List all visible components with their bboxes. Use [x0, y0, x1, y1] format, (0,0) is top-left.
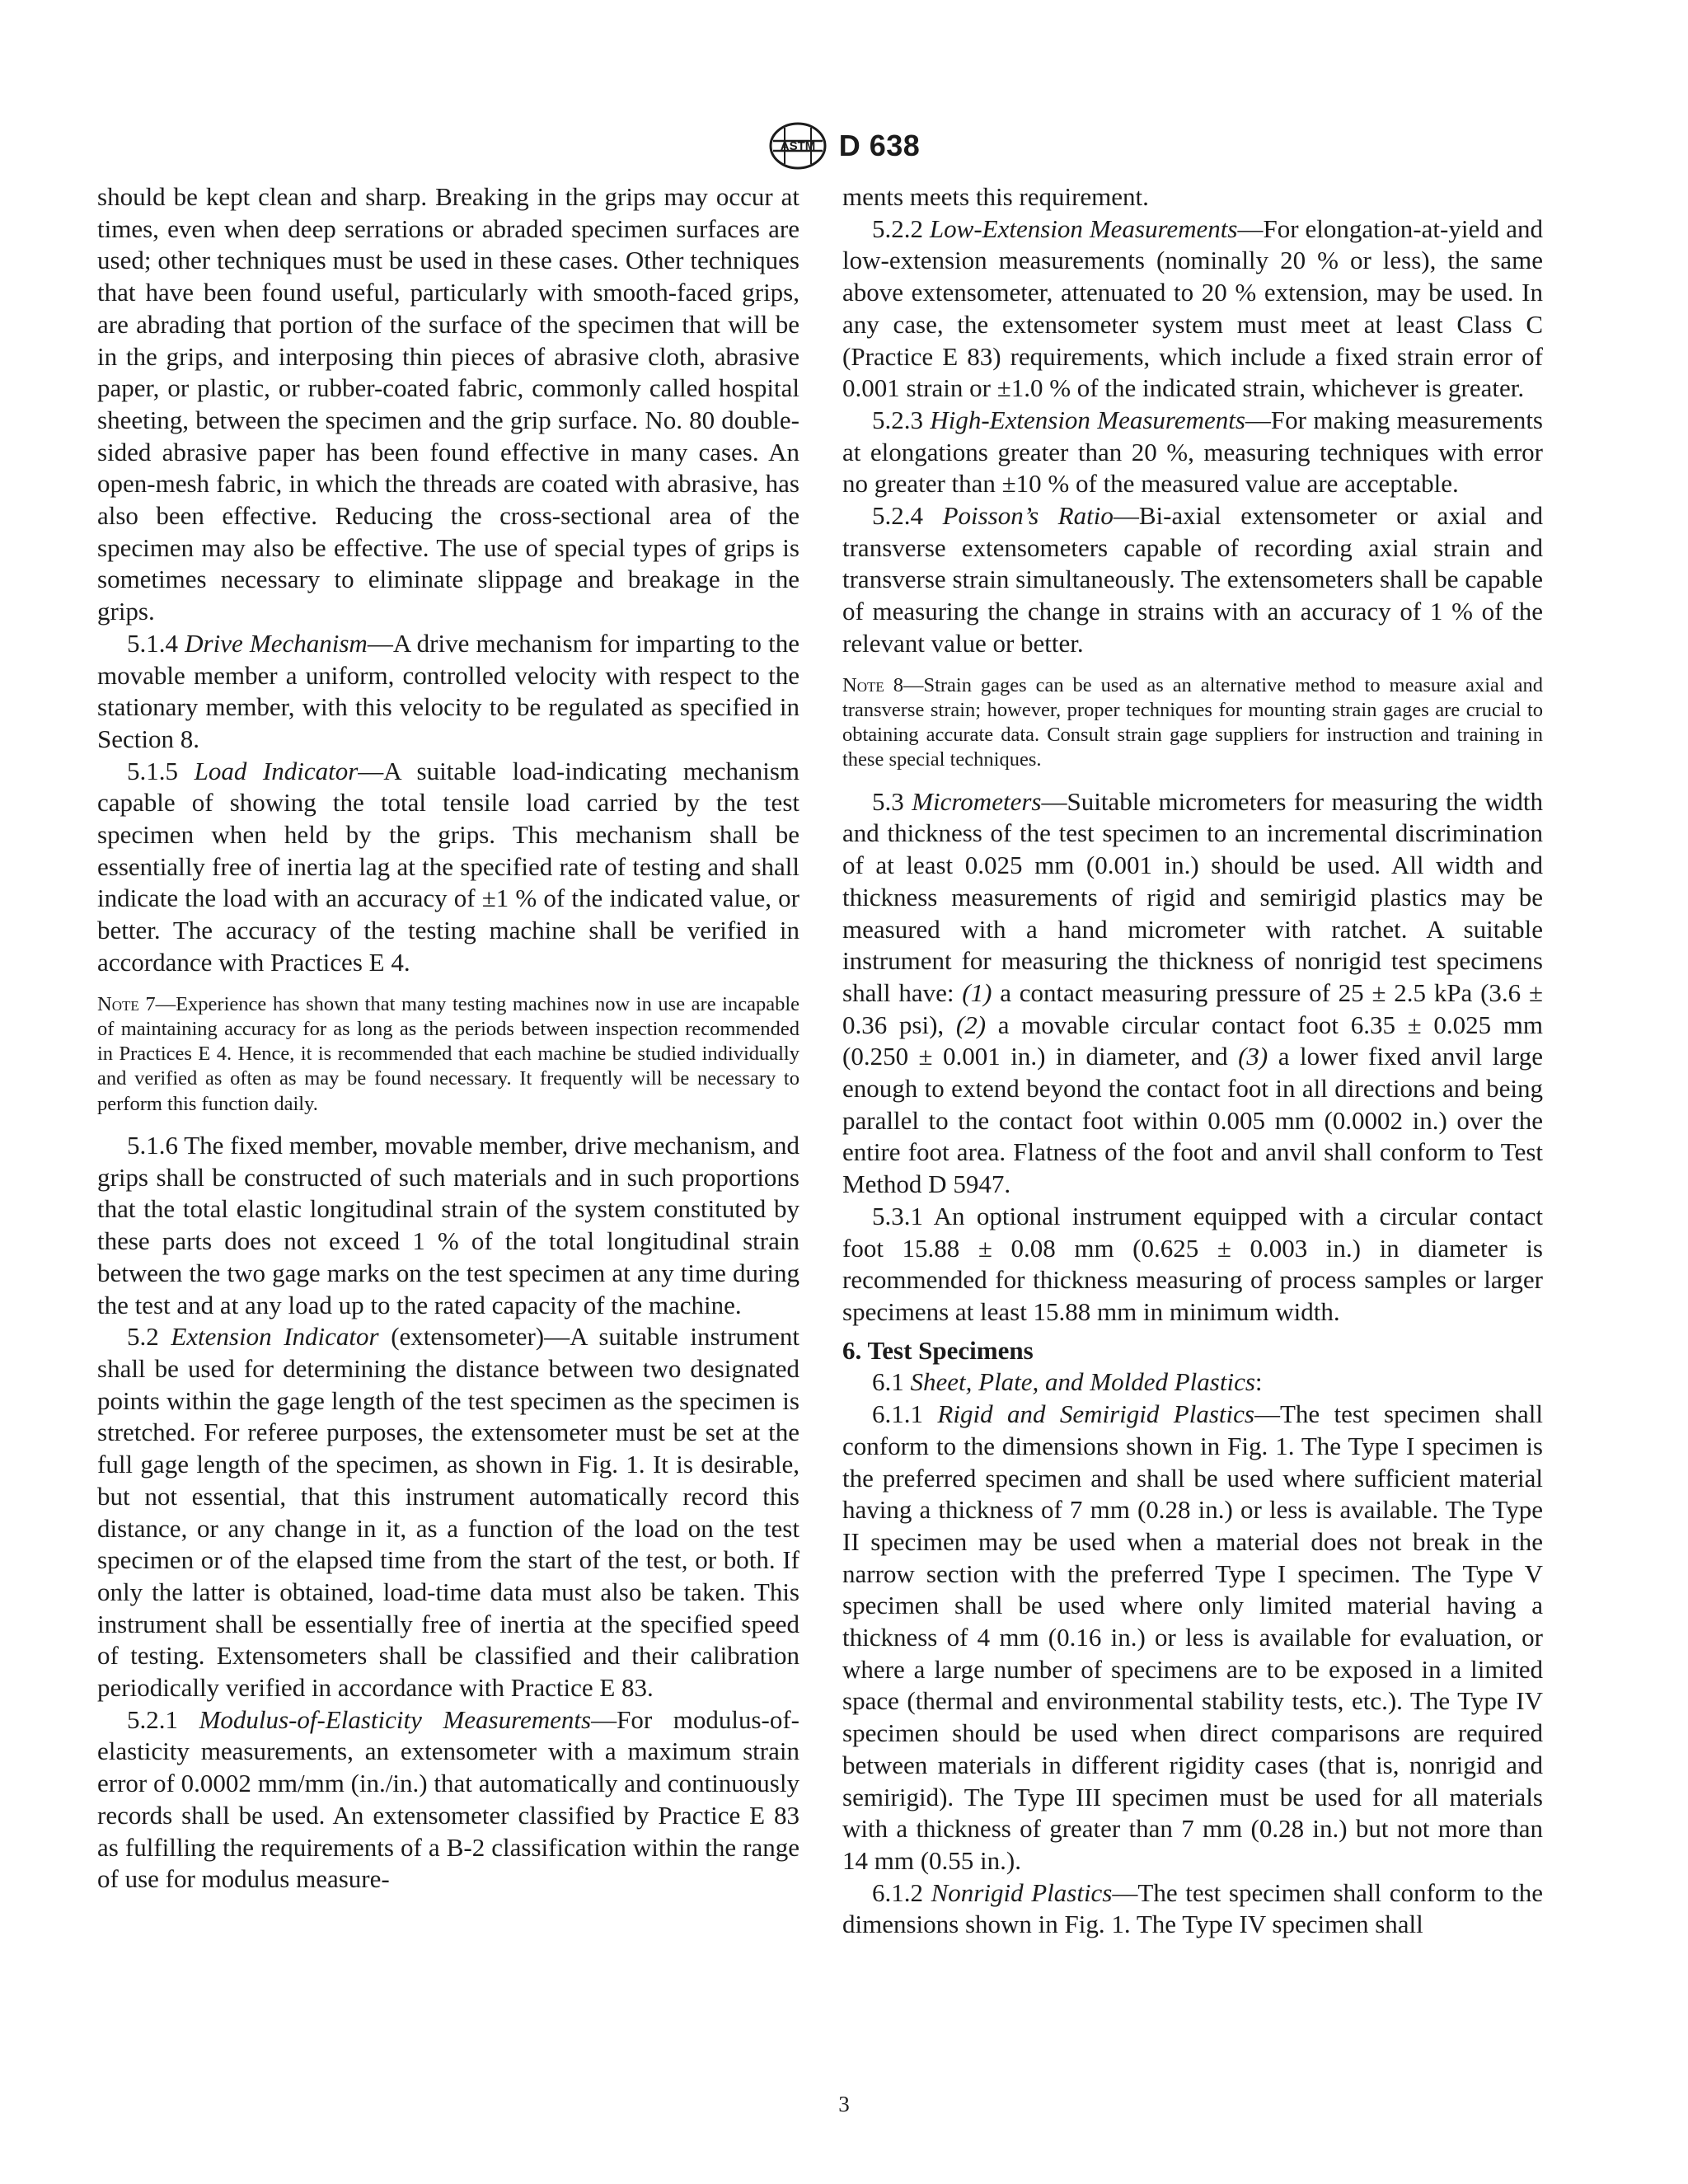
- astm-logo-icon: [768, 121, 828, 171]
- section-5-1-5: 5.1.5 Load Indicator—A suitable load-indicating mechanism capable of showing the total tensile load carried by the test specimen when held by the grips. This mechanism shall be essentially free of inertia lag at the specified rate of testing and shall indicate the load with an accuracy of ±1 % of the indicated value, or better. The accuracy of the testing machine shall be verified in accordance with Practices E 4.: [97, 756, 799, 977]
- page-number: 3: [838, 2092, 850, 2116]
- svg-text:ASTM: ASTM: [780, 139, 815, 153]
- section-5-2-1: 5.2.1 Modulus-of-Elasticity Measurements—For modulus-of-elasticity measurements, an extensometer with a maximum strain error of 0.0002 mm/mm (in./in.) that automatically and continuously records shall be used. An extensometer classified by Practice E 83 as fulfilling the requirements of a B-2 classification within the range of use for modulus measure-: [97, 1704, 799, 1894]
- section-5-2: 5.2 Extension Indicator (extensometer)—A suitable instrument shall be used for determining the distance between two designated points within the gage length of the test specimen as the specimen is stretched. For referee purposes, the extensometer must be set at the full gage length of the specimen, as shown in Fig. 1. It is desirable, but not essential, that this instrument automatically record this distance, or any change in it, as a function of the load on the test specimen or of the elapsed time from the start of the test, or both. If only the latter is obtained, load-time data must also be taken. This instrument shall be essentially free of inertia at the specified speed of testing. Extensometers shall be classified and their calibration periodically verified in accordance with Practice E 83.: [97, 1322, 800, 1703]
- modulus-continuation-paragraph: ments meets this requirement.: [842, 182, 1149, 211]
- section-5-3-1: 5.3.1 An optional instrument equipped with a circular contact foot 15.88 ± 0.08 mm (0.625 ± 0.003 in.) in diameter is recommended for thickness measuring of process samples or larger specimens at least 15.88 mm in minimum width.: [842, 1201, 1543, 1326]
- note-7: Note 7—Experience has shown that many testing machines now in use are incapable of maintaining accuracy for as long as the periods between inspection recommended in Practices E 4. Hence, it is recommended that each machine be studied individually and verified as often as may be found necessary. It frequently will be necessary to perform this function daily.: [97, 992, 800, 1115]
- section-5-2-2: 5.2.2 Low-Extension Measurements—For elongation-at-yield and low-extension measurements (nominally 20 % or less), the same above extensometer, attenuated to 20 % extension, may be used. In any case, the extensometer system must meet at least Class C (Practice E 83) requirements, which include a fixed strain error of 0.001 strain or ±1.0 % of the indicated strain, whichever is greater.: [842, 213, 1543, 403]
- note-8: Note 8—Strain gages can be used as an alternative method to measure axial and transverse strain; however, proper techniques for mounting strain gages are crucial to obtaining accurate data. Consult strain gage suppliers for instruction and training in these special techniques.: [842, 673, 1543, 771]
- section-5-2-4: 5.2.4 Poisson’s Ratio—Bi-axial extensometer or axial and transverse extensometers capable of recording axial strain and transverse strain simultaneously. The extensometers shall be capable of measuring the change in strains with an accuracy of 1 % of the relevant value or better.: [842, 501, 1544, 658]
- section-6-heading: 6. Test Specimens: [842, 1335, 1034, 1365]
- page-header: [0, 120, 1688, 171]
- left-column: [97, 181, 799, 1896]
- section-6-1-2: 6.1.2 Nonrigid Plastics—The test specimen shall conform to the dimensions shown in Fig. 1. The Type IV specimen shall: [842, 1877, 1543, 1939]
- section-5-1-6: 5.1.6 The fixed member, movable member, drive mechanism, and grips shall be constructed of such materials and in such proportions that the total elastic longitudinal strain of the system constituted by these parts does not exceed 1 % of the total longitudinal strain between the two gage marks on the test specimen at any time during the test and at any load up to the rated capacity of the machine.: [97, 1131, 799, 1319]
- section-5-3: 5.3 Micrometers—Suitable micrometers for measuring the width and thickness of the test specimen to an incremental discrimination of at least 0.025 mm (0.001 in.) should be used. All width and thickness measurements of rigid and semirigid plastics may be measured with a hand micrometer with ratchet. A suitable instrument for measuring the thickness of nonrigid test specimens shall have: (1) a contact measuring pressure of 25 ± 2.5 kPa (3.6 ± 0.36 psi), (2) a movable circular contact foot 6.35 ± 0.025 mm (0.250 ± 0.001 in.) in diameter, and (3) a lower fixed anvil large enough to extend beyond the contact foot in all directions and being parallel to the contact foot within 0.005 mm (0.0002 in.) over the entire foot area. Flatness of the foot and anvil shall conform to Test Method D 5947.: [842, 786, 1544, 1199]
- grips-continuation-paragraph: should be kept clean and sharp. Breaking in the grips may occur at times, even when deep serrations or abraded specimen surfaces are used; other techniques must be used in these cases. Other techniques that have been found useful, particularly with smooth-faced grips, are abrading that portion of the surface of the specimen that will be in the grips, and interposing thin pieces of abrasive cloth, abrasive paper, or plastic, or rubber-coated fabric, commonly called hospital sheeting, between the specimen and the grip surface. No. 80 double-sided abrasive paper has been found effective in many cases. An open-mesh fabric, in which the threads are coated with abrasive, has also been effective. Reducing the cross-sectional area of the specimen may also be effective. The use of special types of grips is sometimes necessary to eliminate slippage and breakage in the grips.: [97, 182, 799, 626]
- section-5-2-3: 5.2.3 High-Extension Measurements—For making measurements at elongations greater than 20 %, measuring techniques with error no greater than ±10 % of the measured value are acceptable.: [842, 405, 1543, 499]
- right-column: [842, 181, 1543, 1941]
- section-5-1-4: 5.1.4 Drive Mechanism—A drive mechanism for imparting to the movable member a uniform, controlled velocity with respect to the stationary member, with this velocity to be regulated as specified in Section 8.: [97, 628, 800, 753]
- section-6-1-1: 6.1.1 Rigid and Semirigid Plastics—The test specimen shall conform to the dimensions shown in Fig. 1. The Type I specimen is the preferred specimen and shall be used where sufficient material having a thickness of 7 mm (0.28 in.) or less is available. The Type II specimen may be used when a material does not break in the narrow section with the preferred Type I specimen. The Type V specimen shall be used where only limited material having a thickness of 4 mm (0.16 in.) or less is available for evaluation, or where a large number of specimens are to be exposed in a limited space (thermal and environmental stability tests, etc.). The Type IV specimen should be used when direct comparisons are required between materials in different rigidity cases (that is, nonrigid and semirigid). The Type III specimen must be used for all materials with a thickness of greater than 7 mm (0.28 in.) but not more than 14 mm (0.55 in.).: [842, 1399, 1544, 1875]
- standard-designation: D 638: [838, 129, 921, 162]
- section-6-1: 6.1 Sheet, Plate, and Molded Plastics:: [872, 1367, 1263, 1397]
